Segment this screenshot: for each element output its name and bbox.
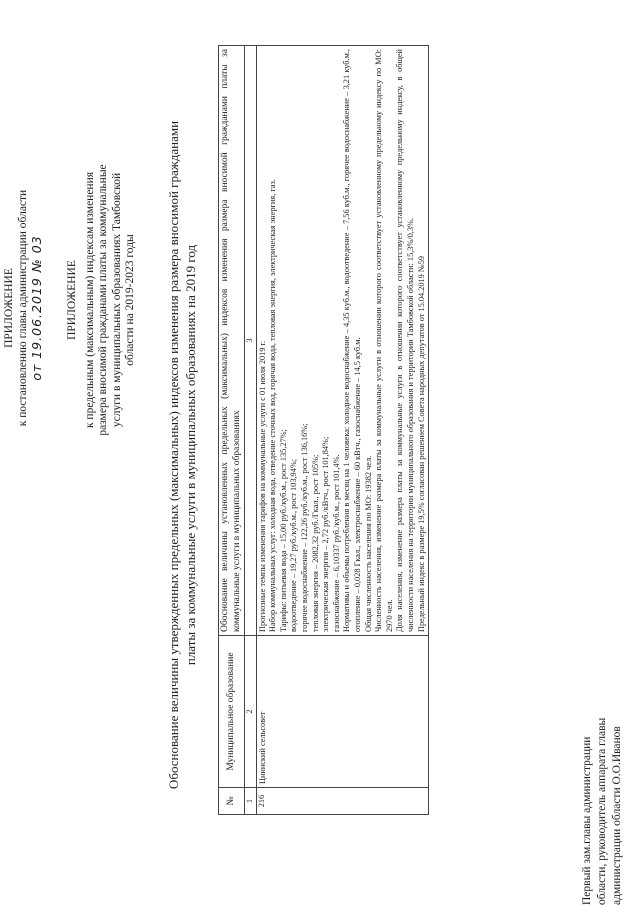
annex-header-1 <box>2 178 44 438</box>
justification-table <box>218 45 429 815</box>
signature-block <box>580 718 625 905</box>
table-column-numbers-row <box>245 46 257 815</box>
header-number: № <box>219 788 245 815</box>
justification-line: Предельный индекс в размере 19,5% согласован решением Совета народных депутатов от 15.04.2019 №59 <box>416 255 426 632</box>
annex-header-2 <box>66 150 138 450</box>
justification-line: электрическая энергия – 2,72 руб./кВтч., рост 101,84%; <box>321 436 331 632</box>
justification-line: Нормативы и объемы потребления в месяц на 1 человека: холодное водоснабжение – 4,35 куб.м., водоотведение – 7,56 куб.м., горячее водоснабжение – 3,21 куб.м., отопление – 0,028 Гкал., электроснабжение – 60 кВтч., газоснабжение – 14,5 куб.м. <box>342 49 362 632</box>
justification-line: горячее водоснабжение – 122,26 руб./куб.м., рост 136,16%; <box>299 423 309 632</box>
column-number: 3 <box>245 46 257 636</box>
justification-line: Прогнозные темпы изменения тарифов на коммунальные услуги с 01 июля 2019 г. <box>257 340 267 632</box>
header-justification: Обоснование величины установленных предельных (максимальных) индексов изменения размера вносимой гражданами платы за коммунальные услуги в муниципальных образованиях <box>219 46 245 636</box>
document-title-line: Обоснование величины утвержденных предельных (максимальных) индексов изменения размера вносимой гражданами <box>166 120 181 790</box>
row-number: 216 <box>256 788 429 815</box>
justification-line: газоснабжение – 6,10337 руб./куб.м., рост 101,4%. <box>331 454 341 632</box>
column-number: 1 <box>245 788 257 815</box>
annex2-line: области на 2019-2023 годы <box>124 234 136 366</box>
annex2-line: к предельным (максимальным) индексам изменения <box>83 171 96 429</box>
signature-line: области, руководитель аппарата главы <box>596 717 608 905</box>
justification-line: тепловая энергия – 2082,32 руб./Гкал., рост 105%; <box>310 454 320 632</box>
table-header-row <box>219 46 245 815</box>
annex2-title: ПРИЛОЖЕНИЕ <box>66 260 78 340</box>
document-title-line: платы за коммунальные услуги в муниципальных образованиях на 2019 год <box>183 244 198 666</box>
signature-line: Первый зам.главы администрации <box>581 736 593 905</box>
column-number: 2 <box>245 636 257 788</box>
header-municipality: Муниципальное образование <box>219 636 245 788</box>
annex2-line: услуги в муниципальных образованиях Тамбовской <box>110 172 123 428</box>
justification-line: Общая численность населения по МО: 19382 чел. <box>363 455 373 632</box>
justification-line: водоотведение – 19,27 руб./куб.м., рост 103,94%; <box>289 458 299 632</box>
justification-line: Численность населения, изменение размера платы за коммунальные услуги в отношении которого соответствует установленному предельному индексу по МО: 2970 чел. <box>374 49 394 632</box>
justification-line: Доля населения, изменение размера платы за коммунальные услуги в отношении которого соответствует установленному предельному индексу, в общей численности населения на территории муниципального образования и территории Тамбовской области: 15,3%/0,3%. <box>395 49 415 632</box>
justification-line: Набор коммунальных услуг: холодная вода, отведение сточных вод, горячая вода, тепловая энергия, электрическая энергия, газ. <box>268 179 278 632</box>
handwritten-date-number: от 19.06.2019 № 03 <box>29 235 44 381</box>
signature-line: администрации области О.О.Иванов <box>611 726 623 905</box>
row-municipality: Цнинский сельсовет <box>256 636 429 788</box>
table-row <box>256 46 429 815</box>
annex1-title: ПРИЛОЖЕНИЕ <box>3 268 15 348</box>
document-title <box>165 85 199 825</box>
row-justification <box>256 46 429 636</box>
justification-line: Тарифы: питьевая вода – 15,00 руб./куб.м., рост 135,27%; <box>278 429 288 632</box>
annex1-line: к постановлению главы администрации области <box>17 189 29 427</box>
annex2-line: размера вносимой гражданами платы за коммунальные <box>97 164 109 436</box>
